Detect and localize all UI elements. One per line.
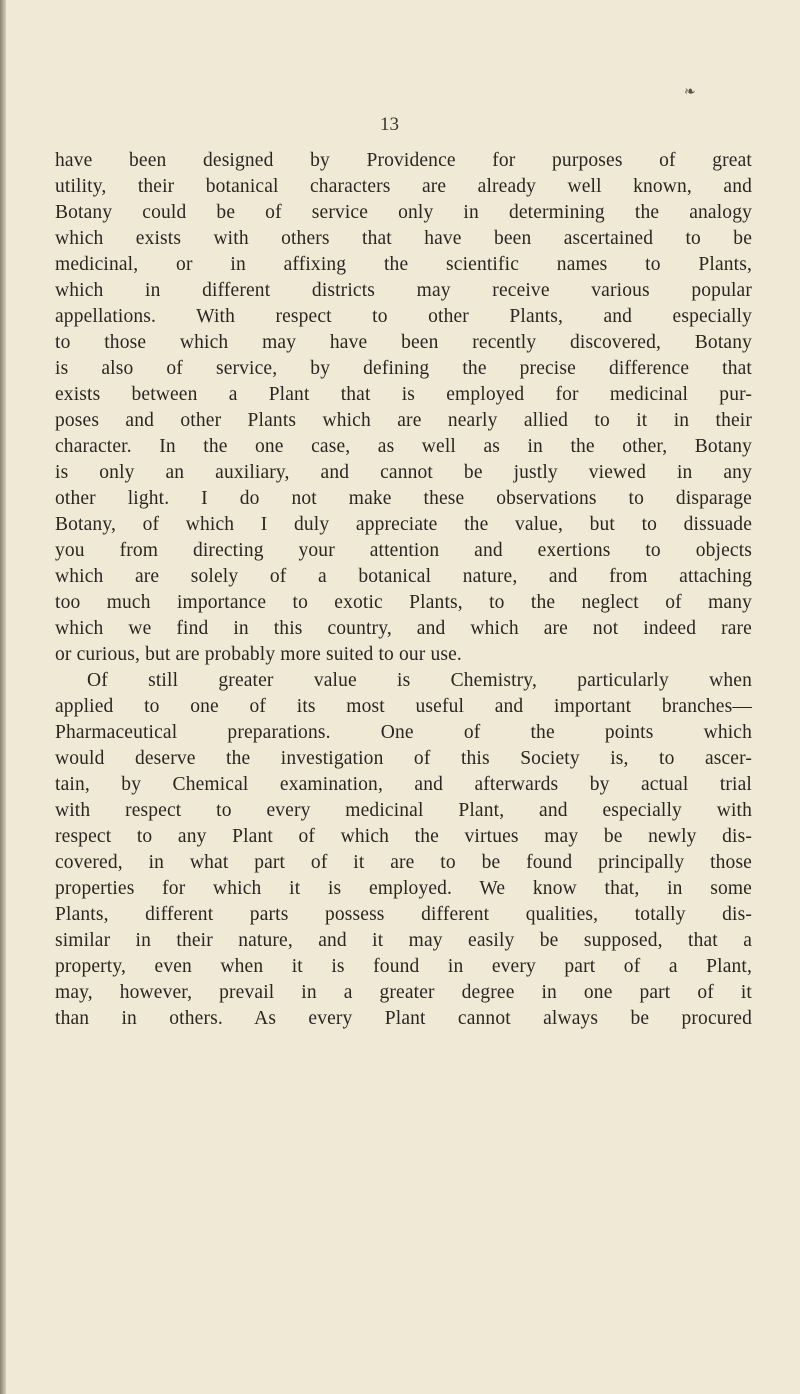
- text-line: which are solely of a botanical nature, and from attaching: [55, 566, 752, 587]
- text-line: poses and other Plants which are nearly allied to it in their: [55, 410, 752, 431]
- text-line: have been designed by Providence for purposes of great: [55, 150, 752, 171]
- text-line: properties for which it is employed. We know that, in some: [55, 878, 752, 899]
- text-line: with respect to every medicinal Plant, and especially with: [55, 800, 752, 821]
- text-line: applied to one of its most useful and important branches—: [55, 696, 752, 717]
- text-line: medicinal, or in affixing the scientific names to Plants,: [55, 254, 752, 275]
- text-line: which in different districts may receive various popular: [55, 280, 752, 301]
- text-line: may, however, prevail in a greater degree in one part of it: [55, 982, 752, 1003]
- text-line: Pharmaceutical preparations. One of the points which: [55, 722, 752, 743]
- text-line: you from directing your attention and exertions to objects: [55, 540, 752, 561]
- text-line: covered, in what part of it are to be found principally those: [55, 852, 752, 873]
- text-line: is only an auxiliary, and cannot be justly viewed in any: [55, 462, 752, 483]
- text-line: Botany, of which I duly appreciate the value, but to dissuade: [55, 514, 752, 535]
- text-line: than in others. As every Plant cannot always be procured: [55, 1008, 752, 1029]
- text-line: exists between a Plant that is employed for medicinal pur-: [55, 384, 752, 405]
- printer-ornament: ❧: [684, 84, 696, 100]
- text-line: utility, their botanical characters are already well known, and: [55, 176, 752, 197]
- text-line: Plants, different parts possess different qualities, totally dis-: [55, 904, 752, 925]
- text-line: respect to any Plant of which the virtues may be newly dis-: [55, 826, 752, 847]
- text-line: other light. I do not make these observations to disparage: [55, 488, 752, 509]
- text-line: is also of service, by defining the precise difference that: [55, 358, 752, 379]
- page-number: 13: [380, 114, 399, 135]
- text-line: similar in their nature, and it may easily be supposed, that a: [55, 930, 752, 951]
- text-line: character. In the one case, as well as in the other, Botany: [55, 436, 752, 457]
- text-line: Botany could be of service only in determining the analogy: [55, 202, 752, 223]
- page-binding-edge: [0, 0, 6, 1394]
- text-line: tain, by Chemical examination, and afterwards by actual trial: [55, 774, 752, 795]
- text-line: property, even when it is found in every part of a Plant,: [55, 956, 752, 977]
- text-line: or curious, but are probably more suited to our use.: [55, 644, 462, 665]
- text-line: which exists with others that have been ascertained to be: [55, 228, 752, 249]
- text-line: too much importance to exotic Plants, to the neglect of many: [55, 592, 752, 613]
- text-line: Of still greater value is Chemistry, particularly when: [87, 670, 752, 691]
- text-line: to those which may have been recently discovered, Botany: [55, 332, 752, 353]
- text-line: which we find in this country, and which are not indeed rare: [55, 618, 752, 639]
- text-line: appellations. With respect to other Plants, and especially: [55, 306, 752, 327]
- text-line: would deserve the investigation of this Society is, to ascer-: [55, 748, 752, 769]
